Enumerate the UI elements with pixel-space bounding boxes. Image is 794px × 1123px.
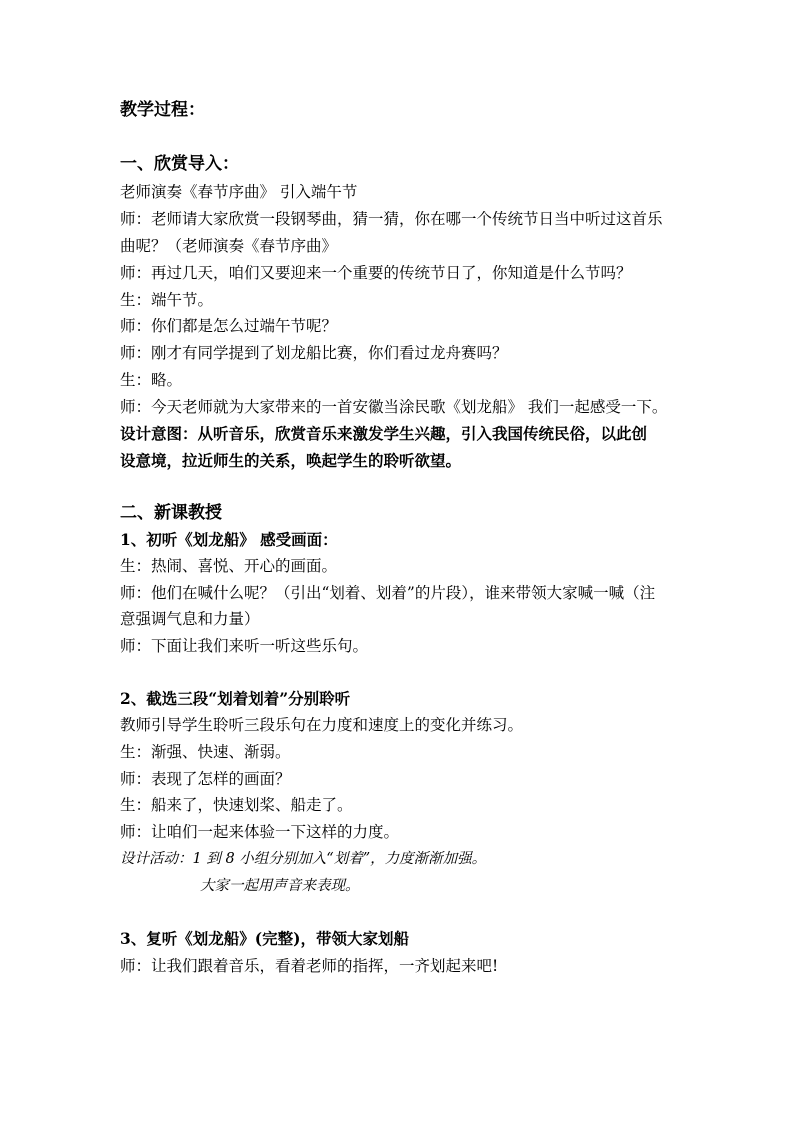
design-intent: 设计意图：从听音乐，欣赏音乐来激发学生兴趣，引入我国传统民俗，以此创: [120, 424, 648, 443]
text-line: 师：再过几天，咱们又要迎来一个重要的传统节日了，你知道是什么节吗？: [120, 264, 632, 282]
subsection-heading: 1、初听《划龙船》 感受画面：: [120, 530, 338, 549]
design-intent: 设意境，拉近师生的关系，唤起学生的聆听欲望。: [120, 451, 462, 470]
section-heading: 二、新课教授: [120, 503, 222, 523]
subsection-heading: 2、截选三段“划着划着”分别聆听: [120, 689, 351, 708]
text-line: 意强调气息和力量）: [120, 610, 260, 628]
text-line: 老师演奏《春节序曲》 引入端午节: [120, 183, 358, 201]
text-line: 生：端午节。: [120, 291, 214, 309]
text-line: 师：老师请大家欣赏一段钢琴曲，猜一猜，你在哪一个传统节日当中听过这首乐: [120, 210, 663, 228]
text-line: 师：表现了怎样的画面？: [120, 770, 291, 788]
text-line: 师：下面让我们来听一听这些乐句。: [120, 637, 369, 655]
text-line: 生：热闹、喜悦、开心的画面。: [120, 557, 338, 575]
text-line: 生：船来了，快速划桨、船走了。: [120, 796, 353, 814]
text-line: 师：今天老师就为大家带来的一首安徽当涂民歌《划龙船》 我们一起感受一下。: [120, 398, 668, 416]
page-title: 教学过程：: [120, 100, 205, 120]
text-line: 师：让我们跟着音乐，看着老师的指挥，一齐划起来吧!: [120, 957, 499, 975]
text-line: 师：他们在喊什么呢？（引出“划着、划着”的片段），谁来带领大家喊一喊（注: [120, 584, 656, 602]
section-heading: 一、欣赏导入：: [120, 154, 239, 174]
subsection-heading: 3、复听《划龙船》(完整)，带领大家划船: [120, 929, 409, 948]
text-line: 师：刚才有同学提到了划龙船比赛，你们看过龙舟赛吗？: [120, 344, 508, 362]
design-activity: 设计活动：1 到 8 小组分别加入“划着”，力度渐渐加强。: [120, 851, 487, 867]
text-line: 师：你们都是怎么过端午节呢？: [120, 317, 338, 335]
text-line: 教师引导学生聆听三段乐句在力度和速度上的变化并练习。: [120, 716, 524, 734]
text-line: 曲呢？（老师演奏《春节序曲》: [120, 237, 338, 255]
text-line: 师：让咱们一起来体验一下这样的力度。: [120, 823, 400, 841]
text-line: 生：略。: [120, 371, 183, 389]
text-line: 生：渐强、快速、渐弱。: [120, 743, 291, 761]
design-activity: 大家一起用声音来表现。: [200, 878, 360, 894]
